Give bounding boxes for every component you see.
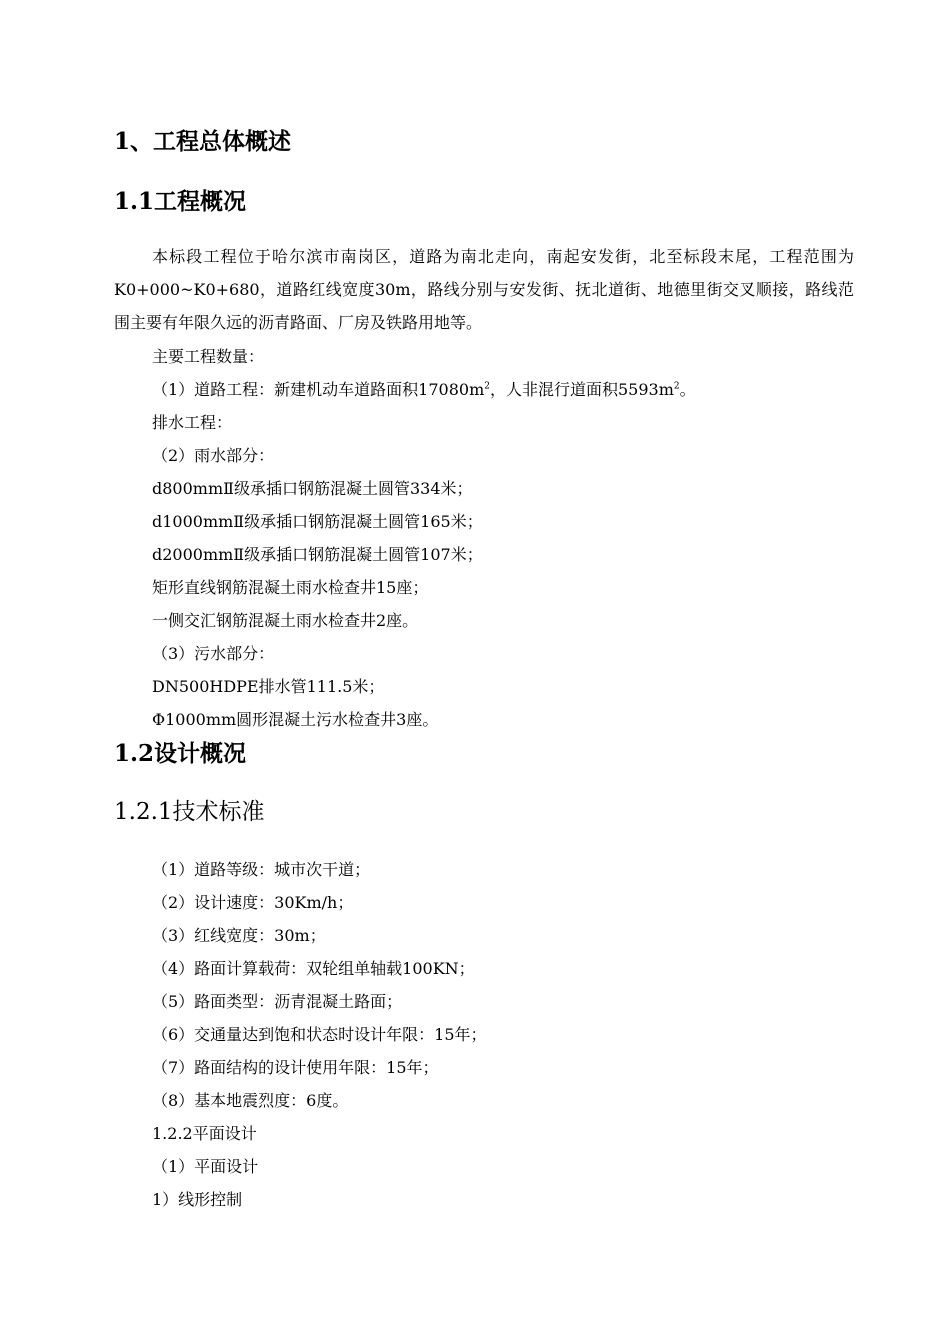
alignment-control-item: 1）线形控制 <box>152 1190 243 1209</box>
heading-plan-design: 1.2.2平面设计 <box>152 1124 257 1143</box>
plan-design-item: （1）平面设计 <box>152 1157 259 1176</box>
sewage-item: DN500HDPE排水管111.5米； <box>152 677 385 696</box>
rain-item: d1000mmⅡ级承插口钢筋混凝土圆管165米； <box>152 512 483 531</box>
standard-item: （6）交通量达到饱和状态时设计年限：15年； <box>152 1025 487 1044</box>
road-work-sup1: 2 <box>484 381 490 392</box>
main-quantities-label: 主要工程数量： <box>152 347 265 366</box>
rain-item: d800mmⅡ级承插口钢筋混凝土圆管334米； <box>152 479 473 498</box>
drainage-label: 排水工程： <box>152 413 233 432</box>
rain-item: d2000mmⅡ级承插口钢筋混凝土圆管107米； <box>152 545 483 564</box>
standard-item: （5）路面类型：沥青混凝土路面； <box>152 992 403 1011</box>
standard-item: （8）基本地震烈度：6度。 <box>152 1091 349 1110</box>
standard-item: （7）路面结构的设计使用年限：15年； <box>152 1058 439 1077</box>
standard-item: （4）路面计算载荷：双轮组单轴载100KN； <box>152 959 475 978</box>
sewage-label: （3）污水部分： <box>152 644 275 663</box>
road-work-sup2: 2 <box>673 381 680 392</box>
rain-label: （2）雨水部分： <box>152 446 275 465</box>
heading-technical-standards: 1.2.1技术标准 <box>114 799 265 825</box>
road-work-prefix: （1）道路工程：新建机动车道路面积17080m <box>152 380 485 399</box>
standard-item: （1）道路等级：城市次干道； <box>152 860 371 879</box>
road-work-line <box>152 373 696 406</box>
standard-item: （2）设计速度：30Km/h； <box>152 893 354 912</box>
rain-item: 一侧交汇钢筋混凝土雨水检查井2座。 <box>152 611 419 630</box>
heading-project-summary: 1.1工程概况 <box>114 188 247 215</box>
standard-item: （3）红线宽度：30m； <box>152 926 326 945</box>
intro-paragraph: 本标段工程位于哈尔滨市南岗区，道路为南北走向，南起安发街，北至标段末尾，工程范围为K0+000~K0+680，道路红线宽度30m，路线分别与安发街、抚北道街、地德里街交叉顺接，路线范围主要有年限久远的沥青路面、厂房及铁路用地等。 <box>114 247 854 332</box>
road-work-suffix: 。 <box>679 380 696 399</box>
rain-item: 矩形直线钢筋混凝土雨水检查井15座； <box>152 578 429 597</box>
heading-project-overview: 1、工程总体概述 <box>114 128 292 155</box>
road-work-middle: ，人非混行道面积5593m <box>490 380 674 399</box>
heading-design-overview: 1.2设计概况 <box>114 740 247 767</box>
sewage-item: Φ1000mm圆形混凝土污水检查井3座。 <box>152 710 439 729</box>
